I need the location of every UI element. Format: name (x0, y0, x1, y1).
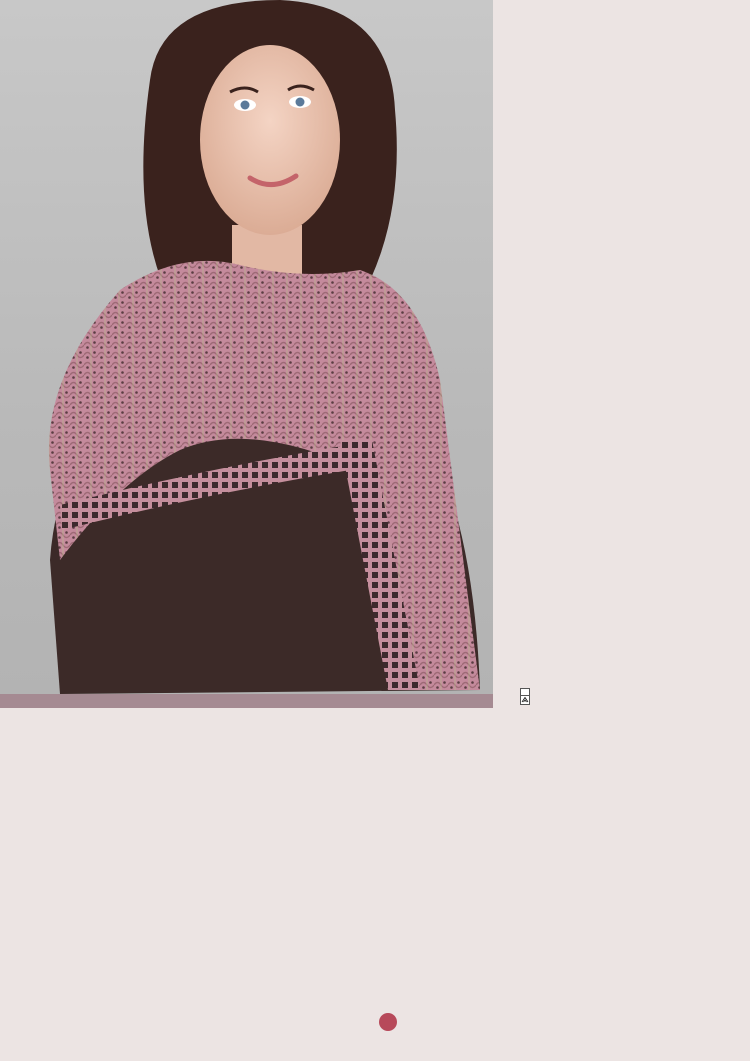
chart-a (62, 766, 294, 884)
photo-illustration (0, 0, 493, 694)
pattern-info (506, 112, 742, 121)
legend (520, 688, 730, 695)
chart-d (314, 740, 464, 992)
page-number (379, 1013, 397, 1031)
source-note (0, 694, 493, 708)
chart-c (62, 938, 142, 990)
model-photo (0, 0, 493, 694)
loops-icon (520, 695, 530, 705)
chart-b (186, 938, 266, 990)
